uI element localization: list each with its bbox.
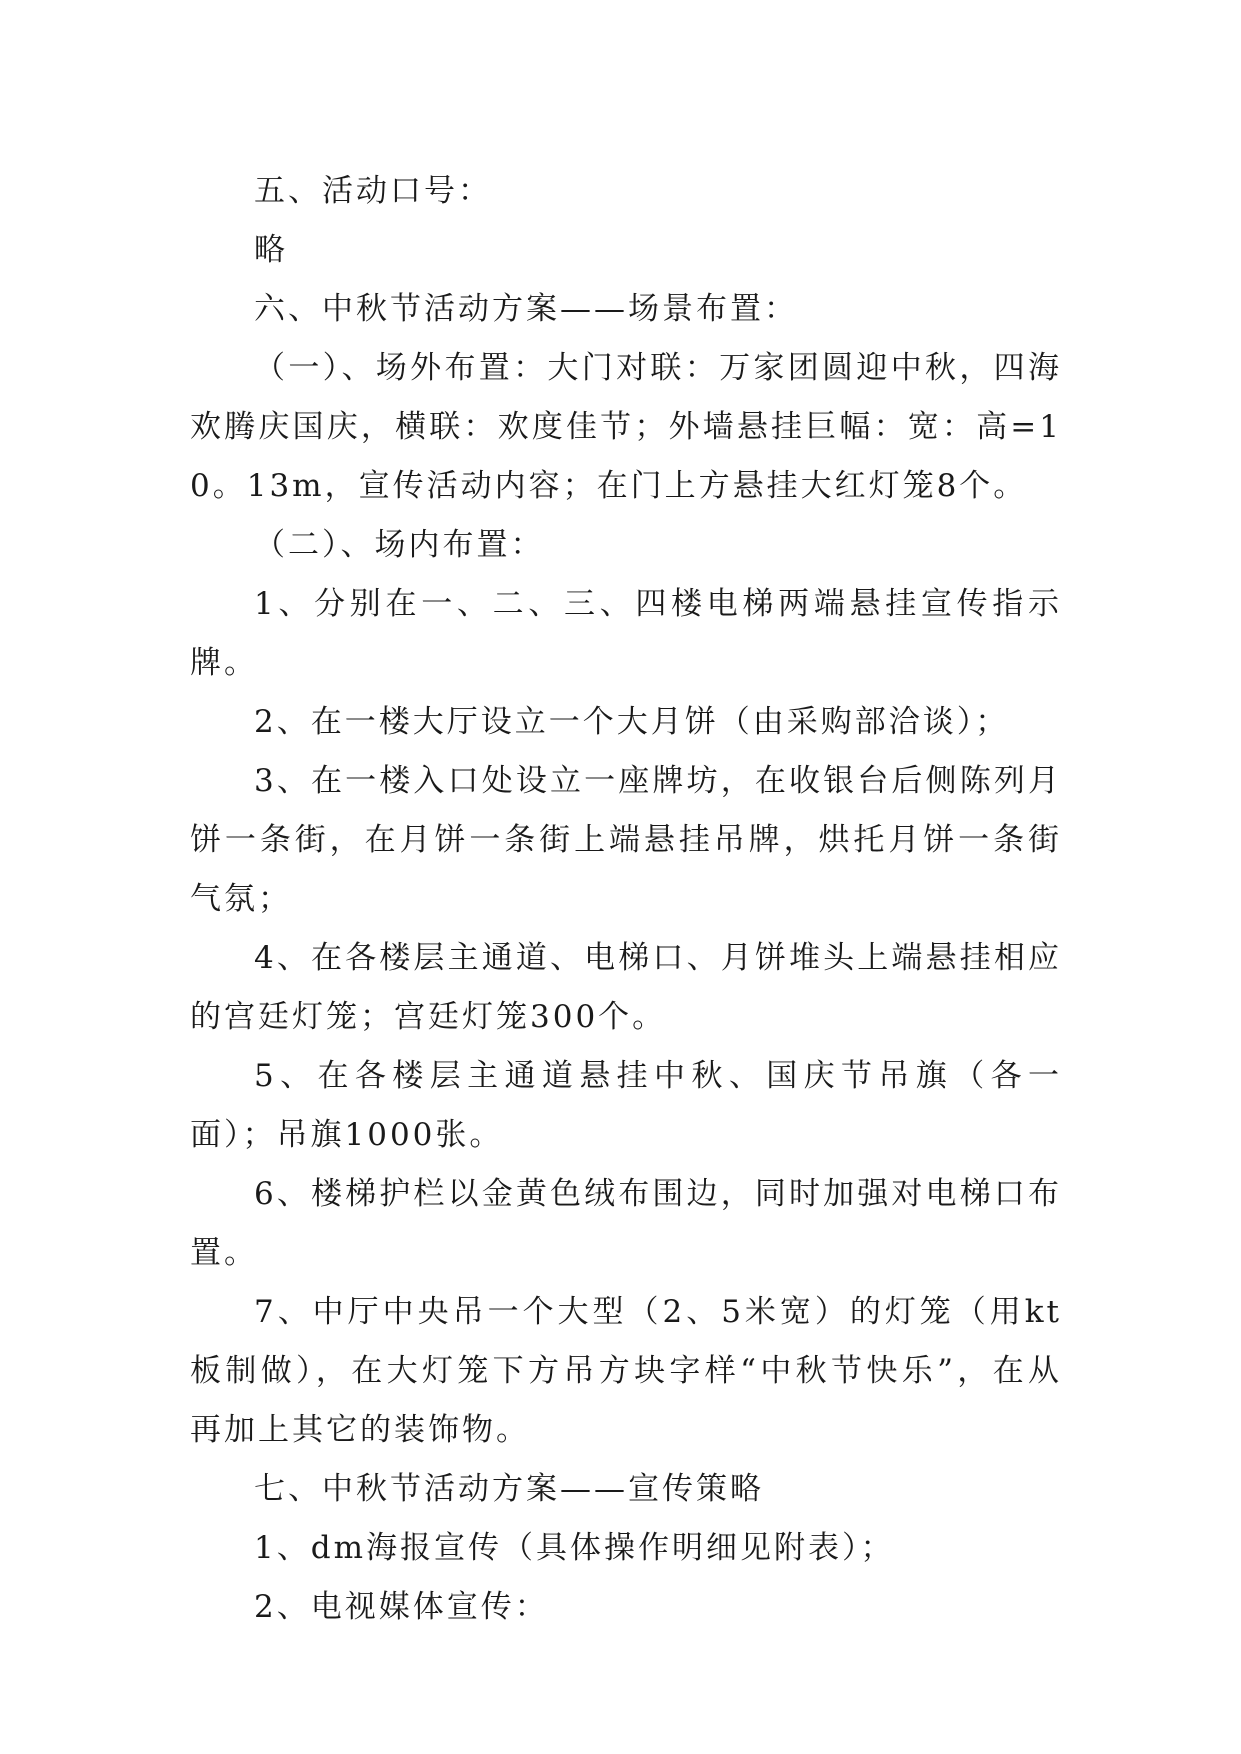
list-item-2: 2、在一楼大厅设立一个大月饼（由采购部洽谈）； xyxy=(254,704,1010,740)
list-item-7: 7、中厅中央吊一个大型（2、5米宽）的灯笼（用kt板制做），在大灯笼下方吊方块字样“中秋节快乐”，在从再加上其它的装饰物。 xyxy=(190,1294,1062,1448)
list-item-6: 6、楼梯护栏以金黄色绒布围边，同时加强对电梯口布置。 xyxy=(190,1176,1062,1271)
subheading-indoor-layout: （二）、场内布置： xyxy=(254,527,545,563)
promotion-item-1: 1、dm海报宣传（具体操作明细见附表）； xyxy=(254,1530,895,1566)
list-item-1: 1、分别在一、二、三、四楼电梯两端悬挂宣传指示牌。 xyxy=(190,586,1062,681)
promotion-item-2: 2、电视媒体宣传： xyxy=(254,1589,549,1625)
list-item-5: 5、在各楼层主通道悬挂中秋、国庆节吊旗（各一面）；吊旗1000张。 xyxy=(190,1058,1062,1153)
heading-promotion-strategy: 七、中秋节活动方案——宣传策略 xyxy=(254,1471,764,1507)
heading-scene-layout: 六、中秋节活动方案——场景布置： xyxy=(254,291,798,327)
list-item-4: 4、在各楼层主通道、电梯口、月饼堆头上端悬挂相应的宫廷灯笼；宫廷灯笼300个。 xyxy=(190,940,1062,1035)
document-body xyxy=(190,162,1062,1637)
list-item-3: 3、在一楼入口处设立一座牌坊，在收银台后侧陈列月饼一条街，在月饼一条街上端悬挂吊牌，烘托月饼一条街气氛； xyxy=(190,763,1062,917)
heading-slogan: 五、活动口号： xyxy=(254,173,492,209)
paragraph-outdoor-layout: （一）、场外布置：大门对联：万家团圆迎中秋，四海欢腾庆国庆，横联：欢度佳节；外墙悬挂巨幅：宽：高=10。13m，宣传活动内容；在门上方悬挂大红灯笼8个。 xyxy=(190,350,1062,504)
paragraph-slogan-omitted: 略 xyxy=(254,232,288,268)
